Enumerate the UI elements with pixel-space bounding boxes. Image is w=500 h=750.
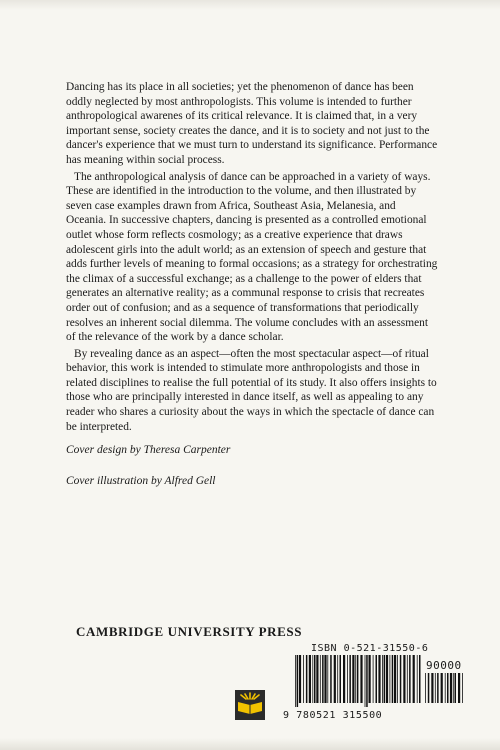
barcode-bar	[397, 655, 398, 703]
barcode-bar	[447, 673, 449, 703]
blurb-paragraph-3: By revealing dance as an aspect—often the most spectacular aspect—of ritual behavior, this work is intended to stimulate more anthropologists and those in related disciplines to realise the full potential of its study. It also offers insights to those who are principally interested in dance itself, as well as appealing to any reader who shares a curiosity about the ways in which the spectacle of dance can be interpreted.	[66, 347, 437, 433]
barcode-bar	[355, 655, 356, 703]
barcode-digits: 9 780521 315500	[283, 710, 383, 721]
barcode-bar	[349, 655, 351, 703]
barcode-bar	[382, 655, 383, 703]
barcode-bar	[322, 655, 324, 703]
barcode-bar	[419, 655, 421, 703]
barcode-bar	[297, 655, 299, 707]
barcode-bar	[369, 655, 371, 703]
barcode-bar	[352, 655, 354, 703]
barcode-bar	[324, 655, 326, 703]
barcode-bar	[428, 673, 430, 703]
barcode-bar	[376, 655, 378, 703]
barcode-bar	[445, 673, 446, 703]
barcode-bar	[441, 673, 443, 703]
price-code-text: 90000	[426, 659, 462, 672]
page-edge-bottom	[0, 738, 500, 750]
barcode-bar	[431, 673, 433, 703]
price-code-barcode	[424, 673, 464, 707]
barcode-bar	[366, 655, 368, 707]
barcode-bar	[309, 655, 311, 703]
barcode-bar	[312, 655, 313, 703]
barcode-bar	[390, 655, 391, 703]
barcode-bar	[373, 655, 374, 703]
barcode-bar	[400, 655, 402, 703]
barcode-bar	[413, 655, 415, 703]
cover-illustration-credit: Cover illustration by Alfred Gell	[66, 475, 216, 487]
barcode-bar	[340, 655, 342, 703]
barcode-bar	[357, 655, 359, 703]
publisher-name: CAMBRIDGE UNIVERSITY PRESS	[76, 624, 303, 639]
barcode-bar	[437, 673, 439, 703]
barcode-bar	[347, 655, 348, 703]
barcode-bar	[386, 655, 388, 703]
barcode-bar	[330, 655, 332, 703]
barcode-bar	[334, 655, 336, 703]
barcode-bar	[360, 655, 362, 703]
cover-design-credit: Cover design by Theresa Carpenter	[66, 444, 231, 456]
back-cover-blurb	[66, 80, 438, 436]
barcode-bar	[407, 655, 408, 703]
barcode-bar	[365, 655, 366, 707]
barcode-bar	[299, 655, 301, 703]
barcode-bar	[409, 655, 411, 703]
barcode-bar	[314, 655, 316, 703]
barcode-bar	[455, 673, 457, 703]
barcode-bar	[337, 655, 338, 703]
blurb-paragraph-1: Dancing has its place in all societies; yet the phenomenon of dance has been oddly neglected by most anthropologists. This volume is intended to further anthropological awarenes of its critical relevance. It is claimed that, in a very important sense, society creates the dance, and it is to society and not just to the dancer's experience that we must turn to understand its significance. Performance has meaning within social process.	[66, 81, 438, 166]
barcode-bar	[295, 655, 296, 707]
barcode-bar	[392, 655, 394, 703]
barcode-bar	[435, 673, 436, 703]
barcode-bar	[425, 673, 426, 703]
barcode-bar	[327, 655, 328, 703]
isbn-text: ISBN 0-521-31550-6	[311, 643, 429, 654]
barcode-bar	[384, 655, 386, 703]
barcode-bar	[343, 655, 345, 703]
barcode-bar	[450, 673, 452, 703]
barcode-bar	[394, 655, 396, 703]
blurb-paragraph-2: The anthropological analysis of dance can be approached in a variety of ways. These are identified in the introduction to the volume, and then illustrated by seven case examples drawn from Africa, Southeast Asia, Melanesia, and Oceania. In successive chapters, dancing is presented as a controlled emotional outlet whose form reflects cosmology; as a creative experience that draws adolescent girls into the adult world; as an extension of speech and gesture that adds further levels of meaning to formal occasions; as a strategy for orchestrating the climax of a successful exchange; as a challenge to the power of elders that generates an alternative reality; as a communal response to crisis that recreates order out of confusion; and as a sequence of transformations that periodically resolves an inherent social dilemma. The volume concludes with an assessment of the relevance of the work by a dance scholar.	[66, 170, 438, 344]
barcode-bar	[303, 655, 304, 703]
barcode-bar	[417, 655, 418, 703]
barcode-bar	[453, 673, 454, 703]
barcode-bar	[320, 655, 321, 703]
publisher-book-logo-icon	[235, 690, 265, 720]
ean-barcode	[294, 655, 422, 707]
barcode-bar	[378, 655, 380, 703]
barcode-bar	[403, 655, 405, 703]
page-edge-top	[0, 0, 500, 10]
barcode-bar	[316, 655, 318, 703]
barcode-bar	[306, 655, 308, 703]
barcode-bar	[458, 673, 460, 703]
barcode-bar	[462, 673, 463, 703]
